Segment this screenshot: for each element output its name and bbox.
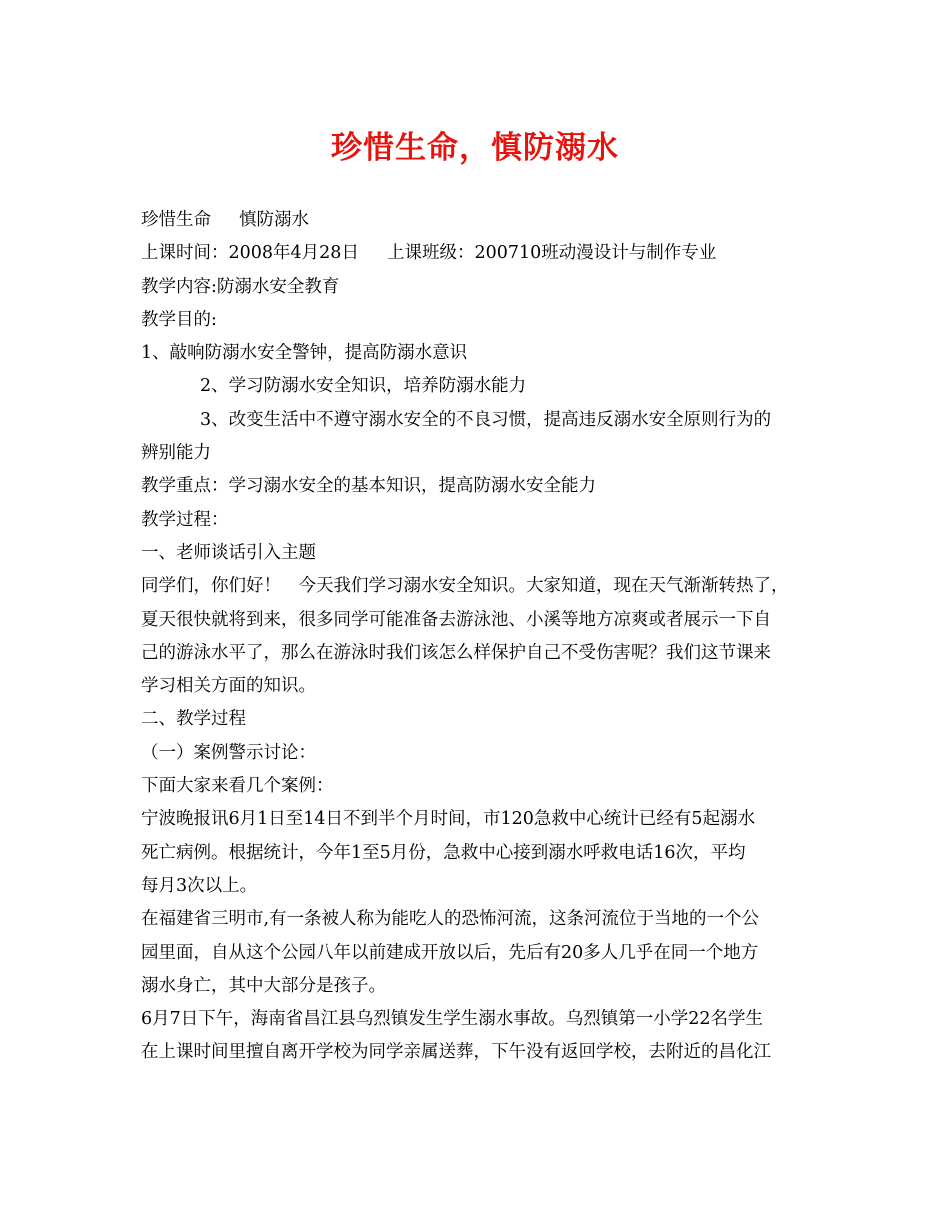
- case-2-line: 园里面，自从这个公园八年以前建成开放以后，先后有20多人几乎在同一个地方: [141, 942, 759, 963]
- case-1-line: 宁波晚报讯6月1日至14日不到半个月时间，市120急救中心统计已经有5起溺水: [141, 809, 756, 830]
- goal-item-3: 3、改变生活中不遵守溺水安全的不良习惯，提高违反溺水安全原则行为的: [200, 409, 772, 430]
- subtitle-left: 珍惜生命: [141, 210, 211, 230]
- subtitle-right: 慎防溺水: [239, 210, 309, 230]
- goal-heading: 教学目的:: [141, 309, 217, 330]
- process-heading: 教学过程：: [141, 509, 229, 530]
- intro-paragraph-line: 学习相关方面的知识。: [141, 676, 316, 697]
- subsection-heading-1: （一）案例警示讨论：: [141, 742, 316, 763]
- case-1-line: 死亡病例。根据统计，今年1至5月份，急救中心接到溺水呼救电话16次，平均: [141, 842, 746, 863]
- goal-item-1: 1、敲响防溺水安全警钟，提高防溺水意识: [141, 343, 468, 364]
- class-group: 上课班级：200710班动漫设计与制作专业: [386, 243, 717, 264]
- cases-intro: 下面大家来看几个案例：: [141, 776, 334, 797]
- class-info-line: [141, 237, 823, 270]
- teaching-content: 教学内容:防溺水安全教育: [141, 276, 340, 297]
- goal-item-3-continued: 辨别能力: [141, 443, 211, 464]
- case-2-line: 溺水身亡，其中大部分是孩子。: [141, 975, 386, 996]
- case-2-line: 在福建省三明市,有一条被人称为能吃人的恐怖河流，这条河流位于当地的一个公: [141, 909, 760, 930]
- subtitle-line: [141, 204, 823, 237]
- section-heading-2: 二、教学过程: [141, 709, 246, 730]
- case-1-line: 每月3次以上。: [141, 875, 258, 896]
- intro-paragraph-line: 同学们，你们好！ 今天我们学习溺水安全知识。大家知道，现在天气渐渐转热了，: [141, 576, 789, 597]
- class-time: 上课时间：2008年4月28日: [141, 243, 359, 264]
- document-body: [141, 204, 823, 1070]
- intro-paragraph-line: 夏天很快就将到来，很多同学可能准备去游泳池、小溪等地方凉爽或者展示一下自: [141, 609, 771, 630]
- section-heading-1: 一、老师谈话引入主题: [141, 542, 316, 563]
- case-3-line: 在上课时间里擅自离开学校为同学亲属送葬，下午没有返回学校，去附近的昌化江: [141, 1042, 771, 1063]
- case-3-line: 6月7日下午，海南省昌江县乌烈镇发生学生溺水事故。乌烈镇第一小学22名学生: [141, 1009, 764, 1030]
- key-point: 教学重点：学习溺水安全的基本知识，提高防溺水安全能力: [141, 476, 596, 497]
- goal-item-2: 2、学习防溺水安全知识，培养防溺水能力: [200, 376, 527, 397]
- document-title: 珍惜生命，慎防溺水: [331, 130, 619, 166]
- intro-paragraph-line: 己的游泳水平了，那么在游泳时我们该怎么样保护自己不受伤害呢？我们这节课来: [141, 642, 771, 663]
